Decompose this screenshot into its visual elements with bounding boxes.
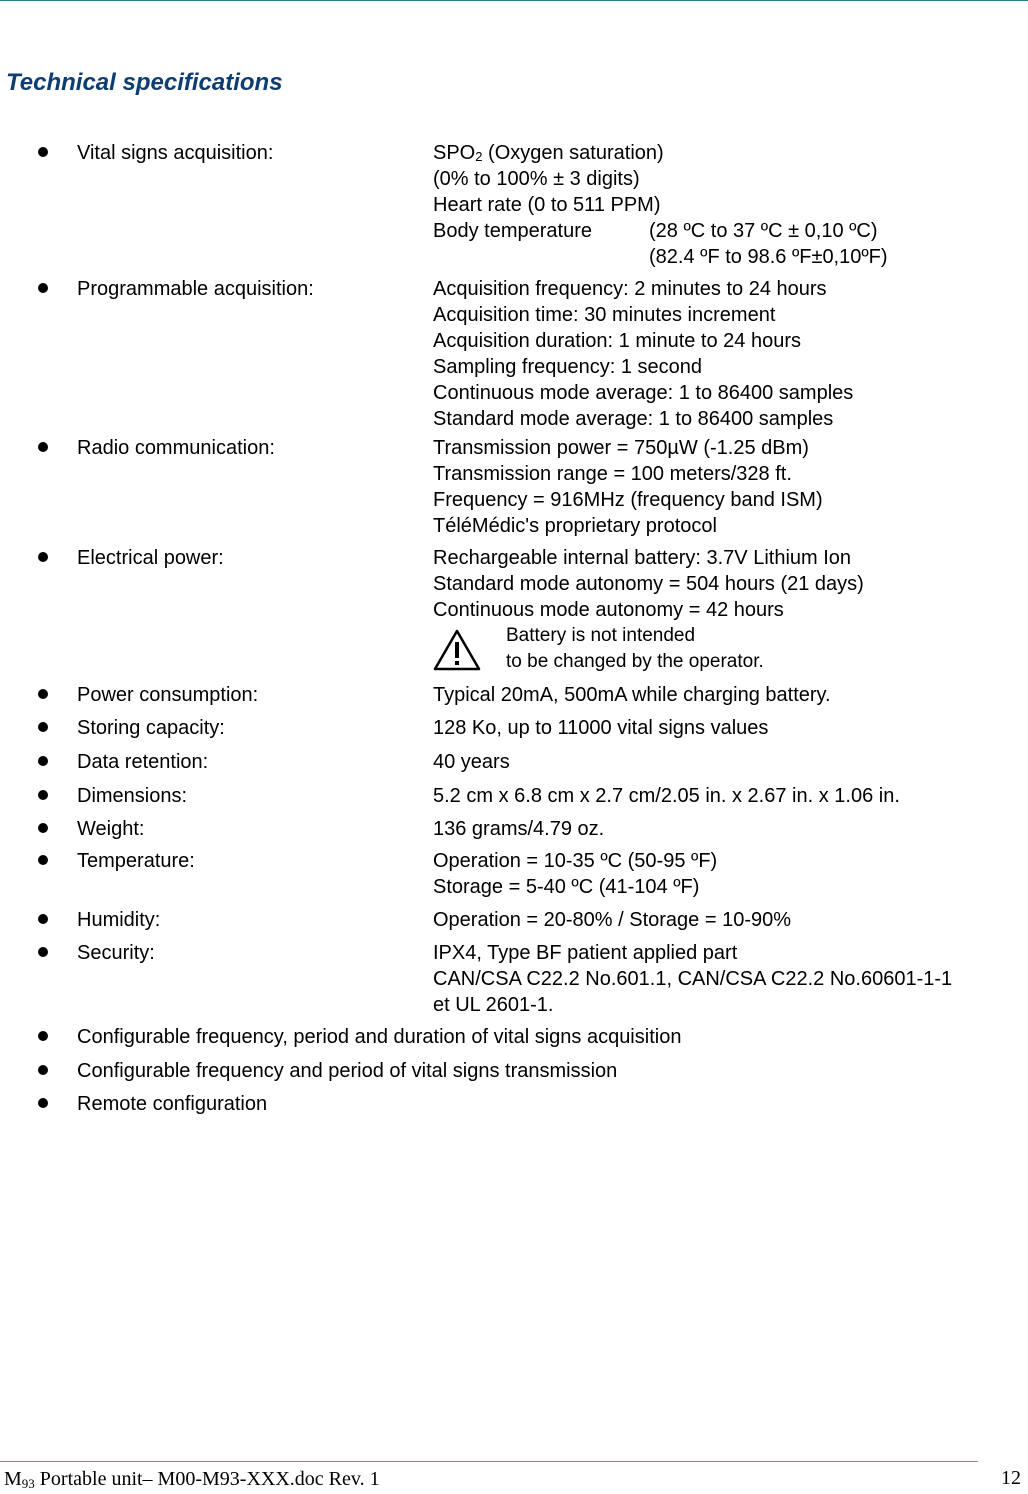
bullet-icon (38, 947, 48, 957)
bullet-icon (38, 1098, 48, 1108)
spec-value: 128 Ko, up to 11000 vital signs values (433, 717, 769, 739)
spec-value (433, 545, 864, 675)
battery-warning (433, 623, 864, 675)
temp-celsius: (28 ºC to 37 ºC ± 0,10 ºC) (649, 220, 878, 242)
spec-label: Dimensions: (77, 785, 188, 807)
spec-value: 5.2 cm x 6.8 cm x 2.7 cm/2.05 in. x 2.67 in. x 1.06 in. (433, 785, 900, 807)
spec-value (433, 848, 717, 900)
bullet-icon (38, 790, 48, 800)
feature-text: Configurable frequency, period and duration of vital signs acquisition (77, 1026, 682, 1048)
spec-label: Temperature: (77, 850, 195, 872)
spec-line: Continuous mode average: 1 to 86400 samples (433, 382, 854, 404)
footer-doc-title (4, 1468, 380, 1491)
bullet-icon (38, 147, 48, 157)
spec-label: Weight: (77, 818, 145, 840)
spec-line: Operation = 10-35 ºC (50-95 ºF) (433, 850, 718, 872)
spec-value (433, 940, 952, 1018)
spec-line: IPX4, Type BF patient applied part (433, 942, 738, 964)
spec-label: Power consumption: (77, 684, 259, 706)
spec-line: et UL 2601-1. (433, 994, 554, 1016)
spec-label: Security: (77, 942, 155, 964)
spo2-desc: (Oxygen saturation) (482, 142, 664, 164)
spec-line: Storage = 5-40 ºC (41-104 ºF) (433, 876, 700, 898)
spec-line: CAN/CSA C22.2 No.601.1, CAN/CSA C22.2 No.60601-1-1 (433, 968, 953, 990)
warning-line: Battery is not intended (506, 625, 696, 646)
footer-rest: Portable unit– M00-M93-XXX.doc Rev. 1 (34, 1468, 380, 1490)
bullet-icon (38, 1031, 48, 1041)
bullet-icon (38, 552, 48, 562)
warning-triangle-icon (433, 629, 481, 671)
spec-value: 40 years (433, 751, 510, 773)
bullet-icon (38, 1065, 48, 1075)
footer-prefix: M (4, 1468, 22, 1490)
spec-value (433, 276, 853, 432)
spec-line: Standard mode average: 1 to 86400 samples (433, 408, 834, 430)
page-number: 12 (1001, 1467, 1021, 1489)
spec-label: Programmable acquisition: (77, 278, 314, 300)
spec-value: Typical 20mA, 500mA while charging battery. (433, 684, 831, 706)
bullet-icon (38, 442, 48, 452)
spec-label: Storing capacity: (77, 717, 225, 739)
spec-line: Transmission range = 100 meters/328 ft. (433, 463, 792, 485)
top-rule (0, 0, 1028, 1)
bullet-icon (38, 283, 48, 293)
page-title: Technical specifications (6, 69, 283, 96)
bullet-icon (38, 756, 48, 766)
spec-value: 136 grams/4.79 oz. (433, 818, 605, 840)
spec-label: Humidity: (77, 909, 161, 931)
spec-line: Continuous mode autonomy = 42 hours (433, 599, 784, 621)
spec-line: (0% to 100% ± 3 digits) (433, 168, 640, 190)
spec-value (433, 140, 888, 270)
warning-line: to be changed by the operator. (506, 651, 764, 672)
footer-rule (0, 1461, 978, 1462)
spo2-subscript: 2 (475, 149, 483, 164)
spec-line: TéléMédic's proprietary protocol (433, 515, 717, 537)
spec-line: Acquisition frequency: 2 minutes to 24 hours (433, 278, 827, 300)
bullet-icon (38, 855, 48, 865)
spec-line: Sampling frequency: 1 second (433, 356, 703, 378)
spec-value (433, 435, 823, 539)
spec-label: Radio communication: (77, 437, 275, 459)
spec-label: Electrical power: (77, 547, 224, 569)
bullet-icon (38, 689, 48, 699)
spec-line: Acquisition time: 30 minutes increment (433, 304, 776, 326)
feature-text: Configurable frequency and period of vital signs transmission (77, 1060, 618, 1082)
feature-text: Remote configuration (77, 1093, 268, 1115)
spec-line: Heart rate (0 to 511 PPM) (433, 194, 661, 216)
temp-label: Body temperature (433, 220, 592, 242)
spec-line: Standard mode autonomy = 504 hours (21 days) (433, 573, 864, 595)
bullet-icon (38, 722, 48, 732)
spec-value: Operation = 20-80% / Storage = 10-90% (433, 909, 792, 931)
spo2-text: SPO (433, 142, 476, 164)
spec-label: Vital signs acquisition: (77, 142, 274, 164)
spec-label: Data retention: (77, 751, 209, 773)
temp-fahrenheit: (82.4 ºF to 98.6 ºF±0,10ºF) (649, 246, 888, 268)
spec-line: Frequency = 916MHz (frequency band ISM) (433, 489, 823, 511)
bullet-icon (38, 914, 48, 924)
spec-line: Transmission power = 750µW (-1.25 dBm) (433, 437, 809, 459)
spec-line: Acquisition duration: 1 minute to 24 hours (433, 330, 801, 352)
spec-line: Rechargeable internal battery: 3.7V Lithium Ion (433, 547, 852, 569)
bullet-icon (38, 823, 48, 833)
footer-subscript: 93 (21, 1476, 35, 1491)
